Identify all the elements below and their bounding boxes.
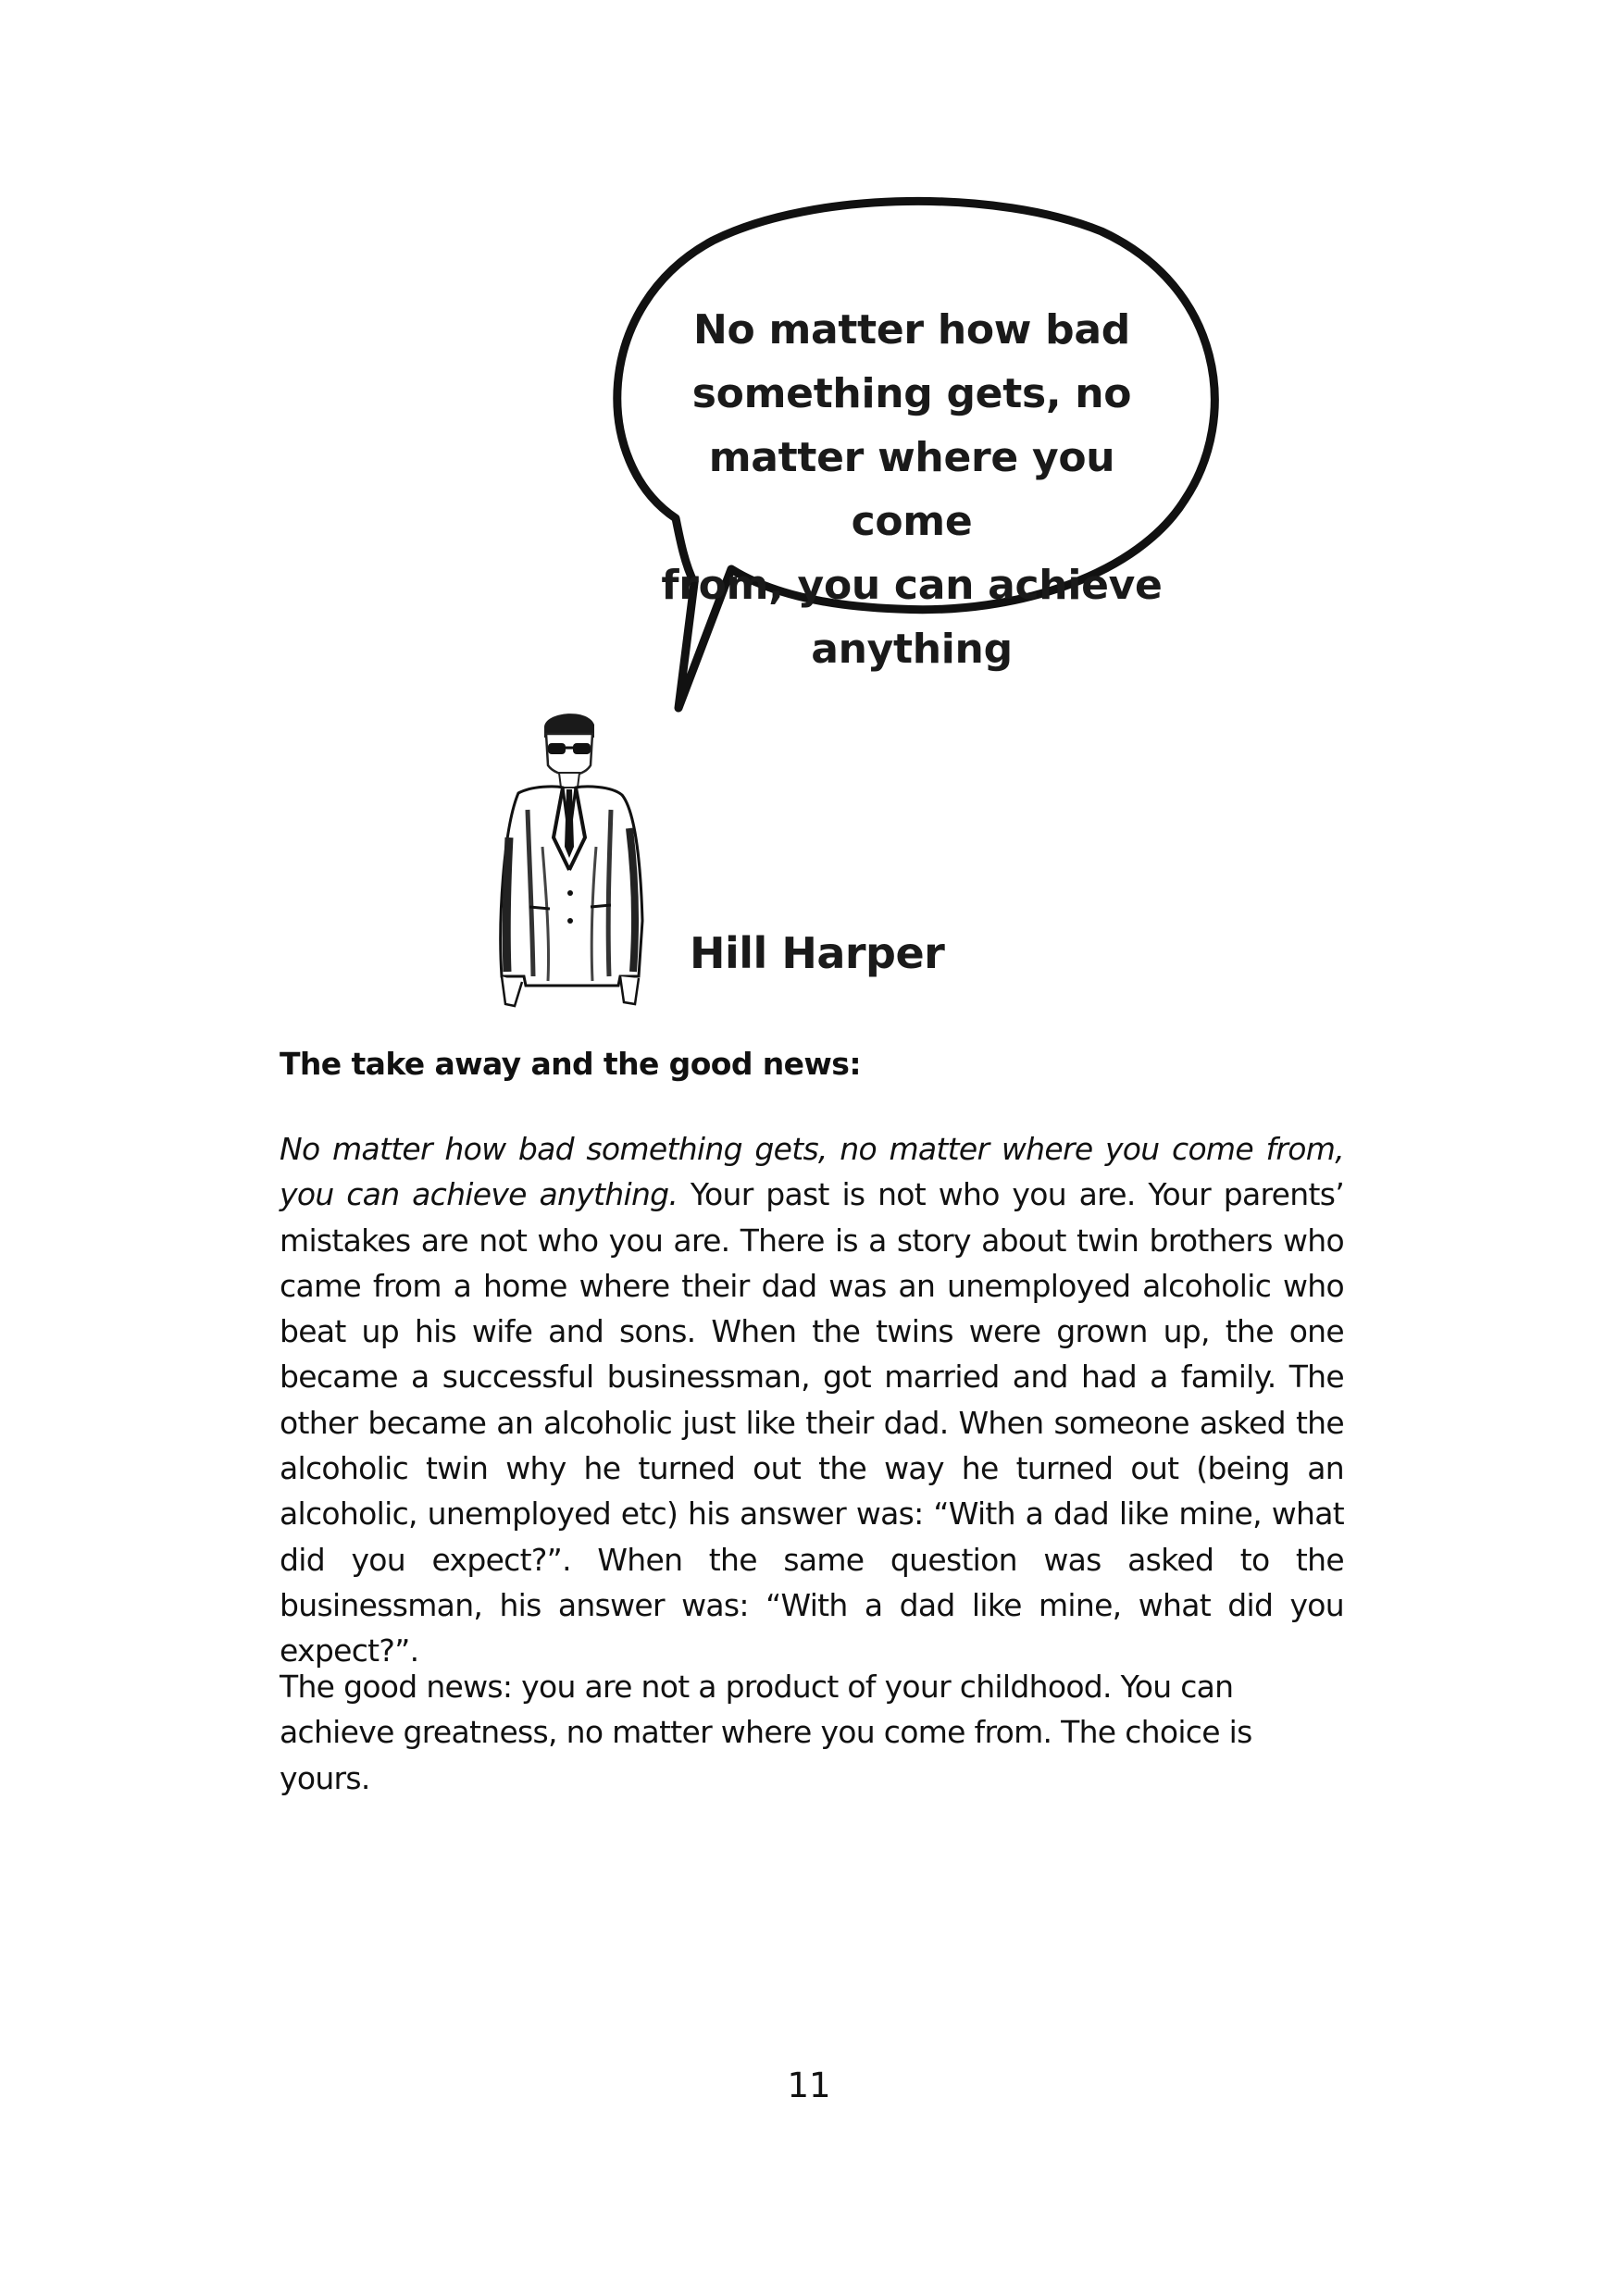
quote-line: anything [811,626,1013,673]
quote-author: Hill Harper [690,928,945,978]
paragraph-line: The good news: you are not a product of your childhood. You can [280,1669,1234,1705]
quote-line: matter where you come [708,434,1115,545]
quote-line: from, you can achieve [661,562,1163,609]
body-paragraph [280,1126,1344,1674]
paragraph-line: achieve greatness, no matter where you come from. The choice is yours. [280,1714,1252,1796]
italic-quote: No matter how bad something gets, no matter where you come from, you can achieve anything. [280,1131,1344,1213]
page-number: 11 [787,2066,831,2105]
good-news-paragraph [280,1664,1344,1801]
section-heading: The take away and the good news: [280,1046,861,1082]
quote-text [648,298,1176,681]
man-in-suit-icon [481,708,657,1013]
paragraph-text: Your past is not who you are. Your parents’ mistakes are not who you are. There is a story about twin brothers who came from a home where their dad was an unemployed alcoholic who beat up his wife and sons. When the twins were grown up, the one became a successful businessman, got married and had a family. The other became an alcoholic just like their dad. When someone asked the alcoholic twin why he turned out the way he turned out (being an alcoholic, unemployed etc) his answer was: “With a dad like mine, what did you expect?”. When the same question was asked to the businessman, his answer was: “With a dad like mine, what did you expect?”. [280,1176,1344,1669]
quote-line: No matter how bad [693,306,1130,354]
quote-line: something gets, no [691,370,1132,417]
